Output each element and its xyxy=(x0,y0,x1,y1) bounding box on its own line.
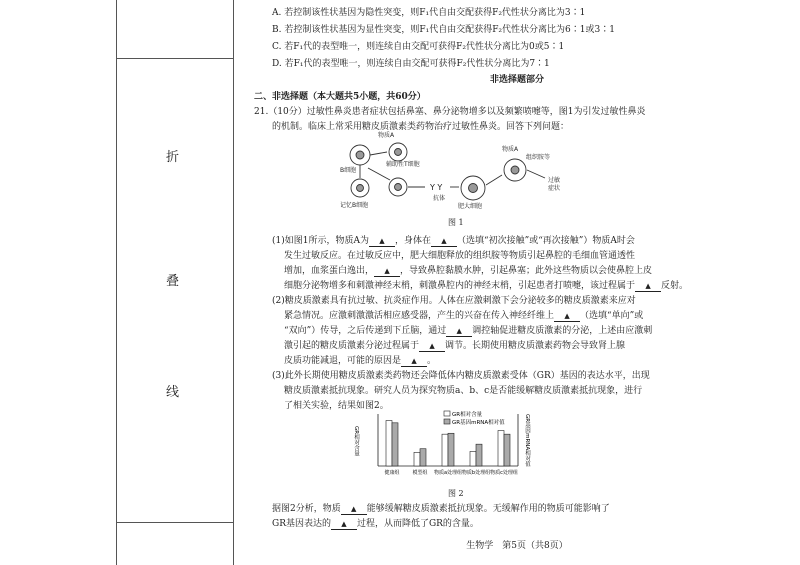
bar-gr xyxy=(414,452,420,466)
bar-gr xyxy=(470,451,476,466)
binding-rule xyxy=(117,58,233,59)
legend-label: GR基因mRNA相对值 xyxy=(452,420,505,426)
q21-part1: 增加，血浆蛋白逸出， ▲ ，导致鼻腔黏膜水肿，引起鼻塞；此外这些物质以会使鼻腔上皮 xyxy=(284,266,653,276)
x-tick-label: 物质a处理组 xyxy=(433,470,463,476)
figure-1-caption: 图 1 xyxy=(448,218,464,227)
answer-blank[interactable]: ▲ xyxy=(331,520,357,530)
fig1-label: 肥大细胞 xyxy=(458,203,483,210)
answer-blank[interactable]: ▲ xyxy=(419,342,445,352)
option-b: B. 若控制该性状基因为显性突变，则F₁代自由交配获得F₂代性状分离比为6∶1或3∶1 xyxy=(272,25,615,35)
fig1-label: 抗体 xyxy=(433,195,446,202)
fig1-label: 组织胺等 xyxy=(526,154,551,161)
fig1-label: 物质A xyxy=(502,146,519,153)
bar-mrna xyxy=(392,423,398,466)
b-cell-nucleus xyxy=(356,151,364,159)
left-axis-label: GR相对含量 xyxy=(353,426,359,457)
figure-1 xyxy=(340,130,580,212)
x-tick-label: 物质b处理组 xyxy=(461,470,491,476)
option-a: A. 若控制该性状基因为隐性突变，则F₁代自由交配获得F₂代性状分离比为3∶1 xyxy=(272,8,586,18)
q21-part3: (3)此外长期使用糖皮质激素类药物还会降低体内糖皮质激素受体（GR）基因的表达水平，出现 xyxy=(272,371,650,381)
q21-part1: (1)如图1所示，物质A为 ▲ ，身体在 ▲ （选填“初次接触”或“再次接触”）物质A时会 xyxy=(272,236,635,246)
fold-char: 叠 xyxy=(166,274,180,289)
answer-blank[interactable]: ▲ xyxy=(341,505,367,515)
bar-mrna xyxy=(504,434,510,466)
fig1-label: 症状 xyxy=(548,185,561,192)
legend-swatch-mrna xyxy=(444,419,450,424)
option-d: D. 若F₁代的表型唯一，则连续自由交配可获得F₂代性状分离比为7∶1 xyxy=(272,59,550,69)
q21-part2: (2)糖皮质激素具有抗过敏、抗炎症作用。人体在应激刺激下会分泌较多的糖皮质激素来应对 xyxy=(272,296,636,306)
answer-blank[interactable]: ▲ xyxy=(401,357,427,367)
legend-swatch-gr xyxy=(444,411,450,416)
q21-intro: 21.（10分）过敏性鼻炎患者症状包括鼻塞、鼻分泌物增多以及频繁喷嚏等，图1为引发过敏性鼻炎 xyxy=(254,107,646,117)
q21-part2: “双向”）传导，之后传递到下丘脑，通过 ▲ 调控轴促进糖皮质激素的分泌，上述由应激刺 xyxy=(284,326,653,336)
page-footer: 生物学 第5页（共8页） xyxy=(466,541,568,551)
q21-part3: 糖皮质激素抵抗现象。研究人员为探究物质a、b、c是否能缓解糖皮质激素抵抗现象，进行 xyxy=(284,386,643,396)
antibody-mark: Y Y xyxy=(430,183,443,192)
figure-2-chart xyxy=(352,408,582,484)
binding-rule xyxy=(117,522,233,523)
q21-part2: 皮质功能减退，可能的原因是 ▲ 。 xyxy=(284,356,437,366)
x-tick-label: 物质c处理组 xyxy=(490,470,518,476)
q21-part2: 紧急情况。应激刺激激活相应感受器，产生的兴奋在传入神经纤维上 ▲ （选填“单向”或 xyxy=(284,311,644,321)
answer-blank[interactable]: ▲ xyxy=(554,312,580,322)
bar-mrna xyxy=(420,449,426,466)
section-header: 二、非选择题（本大题共5小题，共60分） xyxy=(254,92,426,102)
answer-blank[interactable]: ▲ xyxy=(369,237,395,247)
x-tick-label: 健康组 xyxy=(384,470,400,476)
q21-part1: 发生过敏反应。在过敏反应中，肥大细胞释放的组织胺等物质引起鼻腔的毛细血管通透性 xyxy=(284,251,636,261)
fold-char: 折 xyxy=(166,150,180,165)
answer-blank[interactable]: ▲ xyxy=(635,282,661,292)
bar-mrna xyxy=(476,444,482,466)
fig1-label: 记忆B细胞 xyxy=(340,202,369,209)
q21-part3: 了相关实验，结果如图2。 xyxy=(284,401,389,411)
figure-2-caption: 图 2 xyxy=(448,489,464,498)
answer-blank[interactable]: ▲ xyxy=(374,267,400,277)
exam-page xyxy=(252,0,782,565)
bar-gr xyxy=(442,434,448,466)
section-title: 非选择题部分 xyxy=(489,75,544,85)
q21-intro: 的机制。临床上常采用糖皮质激素类药物治疗过敏性鼻炎。回答下列问题： xyxy=(272,122,570,132)
q21-part1: 细胞分泌物增多和刺激神经末梢，刺激鼻腔内的神经末梢，引起患者打喷嚏，该过程属于 ▲ 反射。 xyxy=(284,281,689,291)
x-tick-label: 模型组 xyxy=(412,470,428,476)
q21-analysis: 据图2分析，物质 ▲ 能够缓解糖皮质激素抵抗现象。无缓解作用的物质可能影响了 xyxy=(272,504,610,514)
fig1-label: 过敏 xyxy=(548,177,561,184)
option-c: C. 若F₁代的表型唯一，则连续自由交配可获得F₂代性状分离比为0或5∶1 xyxy=(272,42,565,52)
q21-part2: 激引起的糖皮质激素分泌过程属于 ▲ 调节。长期使用糖皮质激素药物会导致肾上腺 xyxy=(284,341,626,351)
right-axis-label: GR基因mRNA相对值 xyxy=(524,414,530,467)
bar-gr xyxy=(498,431,504,466)
bar-mrna xyxy=(448,433,454,466)
fig1-label: 物质A xyxy=(378,132,395,139)
q21-analysis: GR基因表达的 ▲ 过程，从而降低了GR的含量。 xyxy=(272,519,479,529)
bar-gr xyxy=(386,421,392,466)
fold-char: 线 xyxy=(166,385,180,400)
answer-blank[interactable]: ▲ xyxy=(446,327,472,337)
fig1-label: B细胞 xyxy=(340,167,357,174)
answer-blank[interactable]: ▲ xyxy=(431,237,457,247)
legend-label: GR相对含量 xyxy=(452,412,483,418)
fig1-label: 辅助性T细胞 xyxy=(386,161,420,168)
